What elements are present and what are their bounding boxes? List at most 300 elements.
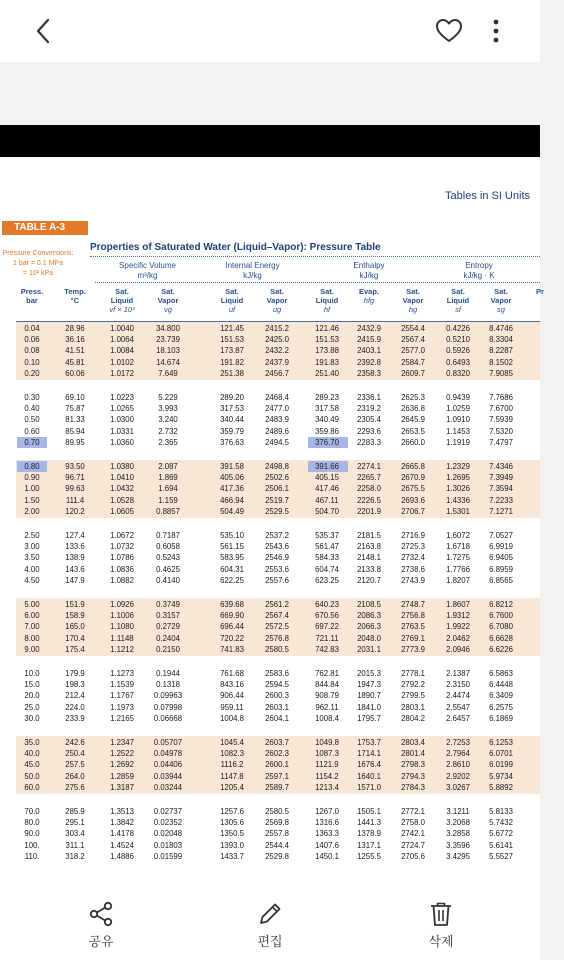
table-cell: 2181.5 (357, 531, 381, 540)
column-header-line: sf (455, 305, 461, 314)
table-cell: 1450.1 (315, 851, 339, 861)
table-cell: 2645.9 (401, 415, 425, 425)
table-cell: 2743.9 (401, 575, 425, 585)
table-cell: 1317.1 (357, 840, 381, 850)
table-cell: 2031.1 (357, 644, 381, 654)
table-cell: 2336.1 (357, 393, 381, 402)
table-cell: 3.2858 (446, 829, 470, 839)
group-header-internal-energy (205, 261, 300, 281)
table-cell: 1890.7 (357, 691, 381, 701)
table-cell: 28.96 (65, 324, 85, 333)
table-title: Properties of Saturated Water (Liquid–Vapor): Pressure Table (90, 242, 381, 253)
table-cell: 1.3026 (446, 484, 470, 494)
table-cell: 14.674 (156, 357, 180, 367)
table-cell: 622.25 (220, 575, 244, 585)
table-row (0, 680, 540, 690)
table-cell: 6.6226 (489, 644, 513, 654)
table-cell: 1.2695 (446, 473, 470, 483)
table-cell: 697.22 (315, 622, 339, 632)
table-cell: 1082.3 (220, 749, 244, 759)
table-cell: 2600.3 (265, 691, 289, 701)
table-cell: 584.33 (315, 553, 339, 563)
delete-button-label[interactable]: 삭제 (428, 934, 454, 949)
table-cell: 2572.5 (265, 622, 289, 632)
table-cell: 1.0732 (110, 542, 134, 552)
table-cell: 2483.9 (265, 415, 289, 425)
table-cell: 417.46 (315, 484, 339, 494)
table-cell: 843.16 (220, 680, 244, 690)
table-cell: 1571.0 (357, 782, 381, 792)
table-cell: 318.2 (65, 851, 85, 861)
table-cell: 1.0040 (110, 324, 134, 333)
table-cell: 275.6 (65, 782, 85, 792)
table-cell: 80.0 (24, 818, 40, 828)
table-cell: 250.4 (65, 749, 85, 759)
table-cell: 0.03244 (153, 782, 183, 792)
table-cell: 1.694 (158, 484, 178, 494)
table-cell: 2554.4 (401, 324, 425, 333)
table-cell: 2763.5 (401, 622, 425, 632)
table-row (0, 691, 540, 701)
table-cell: 2.1387 (446, 669, 470, 678)
table-cell: 23.739 (156, 335, 180, 345)
column-header-line: hg (408, 305, 418, 314)
table-cell: 1947.3 (357, 680, 381, 690)
table-cell: 45.0 (24, 760, 40, 770)
table-cell: 6.0701 (489, 749, 513, 759)
column-header-line: Sat. (451, 287, 465, 296)
table-row (0, 553, 540, 563)
table-cell: 257.5 (65, 760, 85, 770)
table-cell: 1676.4 (357, 760, 381, 770)
table-cell: 173.88 (315, 346, 339, 356)
column-header-line: Liquid (110, 296, 134, 305)
table-cell: 7.9085 (489, 368, 513, 378)
table-cell: 5.8892 (489, 782, 513, 792)
table-cell: 1.2329 (446, 462, 470, 471)
table-cell: 2799.5 (401, 691, 425, 701)
table-cell: 583.95 (220, 553, 244, 563)
table-cell: 7.7686 (489, 393, 513, 402)
table-cell: 2.0462 (446, 633, 470, 643)
table-cell: 2567.4 (265, 611, 289, 621)
table-row (0, 760, 540, 770)
table-cell: 60.06 (65, 368, 85, 378)
table-cell: 75.87 (65, 404, 85, 414)
bottom-action-bar (0, 885, 540, 960)
table-cell: 1.2859 (110, 771, 134, 781)
table-cell: 1147.8 (220, 771, 244, 781)
table-cell: 30.0 (24, 713, 40, 723)
table-cell: 2604.1 (265, 713, 289, 723)
table-cell: 1.0223 (110, 393, 134, 402)
table-cell: 1.2347 (110, 738, 134, 747)
table-cell: 1.0380 (110, 462, 134, 471)
divider (90, 256, 540, 257)
table-cell: 7.3949 (489, 473, 513, 483)
table-cell: 1640.1 (357, 771, 381, 781)
table-cell: 2015.3 (357, 669, 381, 678)
table-cell: 2580.5 (265, 644, 289, 654)
table-cell: 2489.6 (265, 426, 289, 436)
table-cell: 285.9 (65, 807, 85, 816)
table-row (0, 634, 540, 644)
table-cell: 561.47 (315, 542, 339, 552)
share-icon[interactable] (88, 901, 114, 927)
table-cell: 121.45 (220, 324, 244, 333)
table-cell: 8.1502 (489, 357, 513, 367)
table-cell: 2732.4 (401, 553, 425, 563)
table-cell: 1.9922 (446, 622, 470, 632)
table-cell: 2163.8 (357, 542, 381, 552)
table-row (0, 714, 540, 724)
table-row (0, 438, 540, 448)
table-cell: 2537.2 (265, 531, 289, 540)
edit-button-label[interactable]: 편집 (257, 934, 283, 949)
table-cell: 251.38 (220, 368, 244, 378)
table-row (0, 473, 540, 483)
column-header-line: hf (323, 305, 331, 314)
table-cell: 2584.7 (401, 357, 425, 367)
table-cell: 1.6072 (446, 531, 470, 540)
share-button-label[interactable]: 공유 (88, 934, 114, 949)
table-cell: 0.20 (24, 368, 40, 378)
table-cell: 2.6457 (446, 713, 470, 723)
table-cell: 0.60 (24, 426, 40, 436)
table-cell: 0.1318 (156, 680, 180, 690)
table-cell: 1378.9 (357, 829, 381, 839)
table-cell: 1.159 (158, 495, 178, 505)
table-cell: 2738.6 (401, 564, 425, 574)
column-header-line: sg (497, 305, 505, 314)
table-cell: 1257.6 (220, 807, 244, 816)
table-cell: 0.30 (24, 393, 40, 402)
table-cell: 3.3596 (446, 840, 470, 850)
table-cell: 467.11 (315, 495, 339, 505)
table-cell: 7.6700 (489, 404, 513, 414)
table-cell: 90.0 (24, 829, 40, 839)
table-cell: 303.4 (65, 829, 85, 839)
table-cell: 6.4448 (489, 680, 513, 690)
table-cell: 1714.1 (357, 749, 381, 759)
table-cell: 2603.1 (265, 702, 289, 712)
table-cell: 1.0360 (110, 437, 134, 447)
column-header (303, 287, 351, 314)
table-cell: 1.3187 (110, 782, 134, 792)
table-cell: 5.6141 (489, 840, 513, 850)
running-header: Tables in SI Units (445, 190, 530, 202)
more-vert-icon[interactable] (486, 17, 506, 45)
column-header-line: hfg (363, 296, 375, 305)
table-cell: 111.4 (65, 495, 85, 505)
top-app-bar (0, 0, 540, 62)
table-row (0, 415, 540, 425)
table-cell: 179.9 (65, 669, 85, 678)
table-cell: 3.00 (24, 542, 40, 552)
table-cell: 1505.1 (357, 807, 381, 816)
table-cell: 2529.8 (265, 851, 289, 861)
table-cell: 2705.6 (401, 851, 425, 861)
table-cell: 3.0267 (446, 782, 470, 792)
table-cell: 2603.7 (265, 738, 289, 747)
table-cell: 2086.3 (357, 611, 381, 621)
table-cell: 2502.6 (265, 473, 289, 483)
table-cell: 1.5301 (446, 506, 470, 516)
table-cell: 3.2068 (446, 818, 470, 828)
heart-icon[interactable] (435, 17, 463, 45)
table-cell: 1.1539 (110, 680, 134, 690)
table-cell: 242.6 (65, 738, 85, 747)
table-row (0, 703, 540, 713)
table-cell: 0.01803 (153, 840, 183, 850)
table-cell: 2625.3 (401, 393, 425, 402)
table-cell: 1305.6 (220, 818, 244, 828)
table-cell: 2403.1 (357, 346, 381, 356)
column-header (98, 287, 146, 314)
table-cell: 1.4524 (110, 840, 134, 850)
table-cell: 906.44 (220, 691, 244, 701)
column-header-line: Vapor (402, 296, 424, 305)
table-cell: 1.1919 (446, 437, 470, 447)
table-cell: 120.2 (65, 506, 85, 516)
table-cell: 1753.7 (357, 738, 381, 747)
table-cell: 224.0 (65, 702, 85, 712)
table-cell: 0.2150 (156, 644, 180, 654)
table-cell: 2258.0 (357, 484, 381, 494)
table-cell: 295.1 (65, 818, 85, 828)
table-cell: 604.74 (315, 564, 339, 574)
table-cell: 191.83 (315, 357, 339, 367)
table-cell: 391.66 (315, 462, 339, 471)
table-cell: 6.9919 (489, 542, 513, 552)
table-cell: 2498.8 (265, 462, 289, 471)
table-cell: 340.44 (220, 415, 244, 425)
table-cell: 36.16 (65, 335, 85, 345)
table-cell: 2415.2 (265, 324, 289, 333)
table-cell: 2569.8 (265, 818, 289, 828)
table-row (0, 841, 540, 851)
table-cell: 2670.9 (401, 473, 425, 483)
table-cell: 0.4625 (156, 564, 180, 574)
chevron-left-icon[interactable] (30, 16, 58, 46)
table-cell: 1.2692 (110, 760, 134, 770)
table-cell: 7.649 (158, 368, 178, 378)
table-cell: 158.9 (65, 611, 85, 621)
table-cell: 251.40 (315, 368, 339, 378)
table-cell: 2.50 (24, 531, 40, 540)
table-cell: 6.7080 (489, 622, 513, 632)
table-cell: 2769.1 (401, 633, 425, 643)
group-unit: kJ/kg (243, 271, 262, 280)
table-cell: 2567.4 (401, 335, 425, 345)
table-cell: 2432.9 (357, 324, 381, 333)
table-cell: 2580.5 (265, 807, 289, 816)
table-cell: 0.02048 (153, 829, 183, 839)
table-cell: 2.5547 (446, 702, 470, 712)
table-cell: 0.5210 (446, 335, 470, 345)
table-cell: 9.00 (24, 644, 40, 654)
table-cell: 1.4178 (110, 829, 134, 839)
table-cell: 151.53 (220, 335, 244, 345)
table-cell: 962.11 (315, 702, 339, 712)
table-cell: 1.8207 (446, 575, 470, 585)
table-cell: 311.1 (65, 840, 85, 850)
table-cell: 2456.7 (265, 368, 289, 378)
table-cell: 2148.1 (357, 553, 381, 563)
table-cell: 0.02352 (153, 818, 183, 828)
table-cell: 844.84 (315, 680, 339, 690)
column-header-line: vg (164, 305, 172, 314)
table-cell: 761.68 (220, 669, 244, 678)
table-cell: 561.15 (220, 542, 244, 552)
table-cell: 0.80 (24, 462, 40, 471)
table-cell: 1.1148 (110, 633, 134, 643)
column-header (516, 287, 564, 296)
pressure-conversion-line: = 10² kPa (22, 270, 54, 277)
table-cell: 1.00 (24, 484, 40, 494)
trash-icon[interactable] (428, 901, 454, 927)
pencil-icon[interactable] (257, 901, 283, 927)
table-cell: 1.0432 (110, 484, 134, 494)
table-cell: 6.8212 (489, 600, 513, 609)
table-cell: 696.44 (220, 622, 244, 632)
table-cell: 7.5939 (489, 415, 513, 425)
column-header-line: Evap. (358, 287, 379, 296)
table-row (0, 818, 540, 828)
table-cell: 8.2287 (489, 346, 513, 356)
table-row (0, 783, 540, 793)
table-cell: 3.50 (24, 553, 40, 563)
table-cell: 0.5243 (156, 553, 180, 563)
table-cell: 2.0946 (446, 644, 470, 654)
table-cell: 96.71 (65, 473, 85, 483)
table-cell: 376.70 (315, 437, 339, 447)
table-cell: 1.1006 (110, 611, 134, 621)
table-cell: 2748.7 (401, 600, 425, 609)
table-row (0, 738, 540, 748)
table-cell: 2784.3 (401, 782, 425, 792)
pressure-conversions (0, 249, 76, 279)
column-header (389, 287, 437, 314)
table-cell: 8.3304 (489, 335, 513, 345)
table-row (0, 829, 540, 839)
table-cell: 170.4 (65, 633, 85, 643)
table-cell: 5.8133 (489, 807, 513, 816)
table-cell: 1350.5 (220, 829, 244, 839)
table-cell: 1363.3 (315, 829, 339, 839)
table-cell: 405.15 (315, 473, 339, 483)
table-cell: 504.49 (220, 506, 244, 516)
table-cell: 7.2233 (489, 495, 513, 505)
table-cell: 100. (24, 840, 40, 850)
table-cell: 317.53 (220, 404, 244, 414)
table-cell: 0.05707 (153, 738, 183, 747)
table-row (0, 346, 540, 356)
table-cell: 127.4 (65, 531, 85, 540)
column-header-line: Sat. (406, 287, 420, 296)
table-cell: 2577.0 (401, 346, 425, 356)
table-cell: 1.3842 (110, 818, 134, 828)
table-cell: 34.800 (156, 324, 180, 333)
table-cell: 1841.0 (357, 702, 381, 712)
table-cell: 99.63 (65, 484, 85, 494)
table-cell: 7.0527 (489, 531, 513, 540)
table-row (0, 427, 540, 437)
column-header (434, 287, 482, 314)
table-cell: 0.01599 (153, 851, 183, 861)
table-cell: 45.81 (65, 357, 85, 367)
column-header-line: Pr (536, 287, 544, 296)
table-row (0, 611, 540, 621)
table-cell: 81.33 (65, 415, 85, 425)
table-cell: 1.1973 (110, 702, 134, 712)
table-row (0, 669, 540, 679)
table-cell: 1205.4 (220, 782, 244, 792)
table-cell: 0.90 (24, 473, 40, 483)
column-header-line: Vapor (266, 296, 288, 305)
table-cell: 2597.1 (265, 771, 289, 781)
table-cell: 40.0 (24, 749, 40, 759)
table-cell: 2803.1 (401, 702, 425, 712)
table-cell: 2716.9 (401, 531, 425, 540)
table-cell: 2660.0 (401, 437, 425, 447)
table-cell: 5.6772 (489, 829, 513, 839)
table-cell: 2557.6 (265, 575, 289, 585)
image-top-black-band (0, 125, 540, 157)
table-cell: 0.06668 (153, 713, 183, 723)
table-cell: 2.7253 (446, 738, 470, 747)
table-cell: 604.31 (220, 564, 244, 574)
table-row (0, 404, 540, 414)
group-title: Entropy (465, 261, 493, 270)
table-row (0, 335, 540, 345)
column-header-line: Liquid (220, 296, 244, 305)
group-unit: kJ/kg · K (463, 271, 495, 280)
table-cell: 2772.1 (401, 807, 425, 816)
table-cell: 0.2404 (156, 633, 180, 643)
table-cell: 173.87 (220, 346, 244, 356)
table-cell: 0.7187 (156, 531, 180, 540)
table-cell: 1.0786 (110, 553, 134, 563)
table-cell: 50.0 (24, 771, 40, 781)
pressure-conversion-line: 1 bar = 0.1 MPa (12, 260, 63, 267)
table-cell: 6.0199 (489, 760, 513, 770)
column-header-line: Vapor (157, 296, 179, 305)
table-cell: 121.46 (315, 324, 339, 333)
table-cell: 2636.8 (401, 404, 425, 414)
table-cell: 2553.6 (265, 564, 289, 574)
table-cell: 2305.4 (357, 415, 381, 425)
table-cell: 1.0265 (110, 404, 134, 414)
table-cell: 4.00 (24, 564, 40, 574)
table-cell: 151.9 (65, 600, 85, 609)
table-cell: 198.3 (65, 680, 85, 690)
table-row (0, 324, 540, 334)
table-cell: 2724.7 (401, 840, 425, 850)
table-row (0, 484, 540, 494)
table-cell: 2392.8 (357, 357, 381, 367)
table-row (0, 807, 540, 817)
table-cell: 1.4886 (110, 851, 134, 861)
table-cell: 3.1211 (446, 807, 470, 816)
group-unit: m³/kg (137, 271, 158, 280)
table-cell: 2.365 (158, 437, 178, 447)
table-cell: 720.22 (220, 633, 244, 643)
table-cell: 264.0 (65, 771, 85, 781)
column-header-line: Temp. (64, 287, 86, 296)
document-image (0, 157, 544, 885)
table-cell: 2226.5 (357, 495, 381, 505)
